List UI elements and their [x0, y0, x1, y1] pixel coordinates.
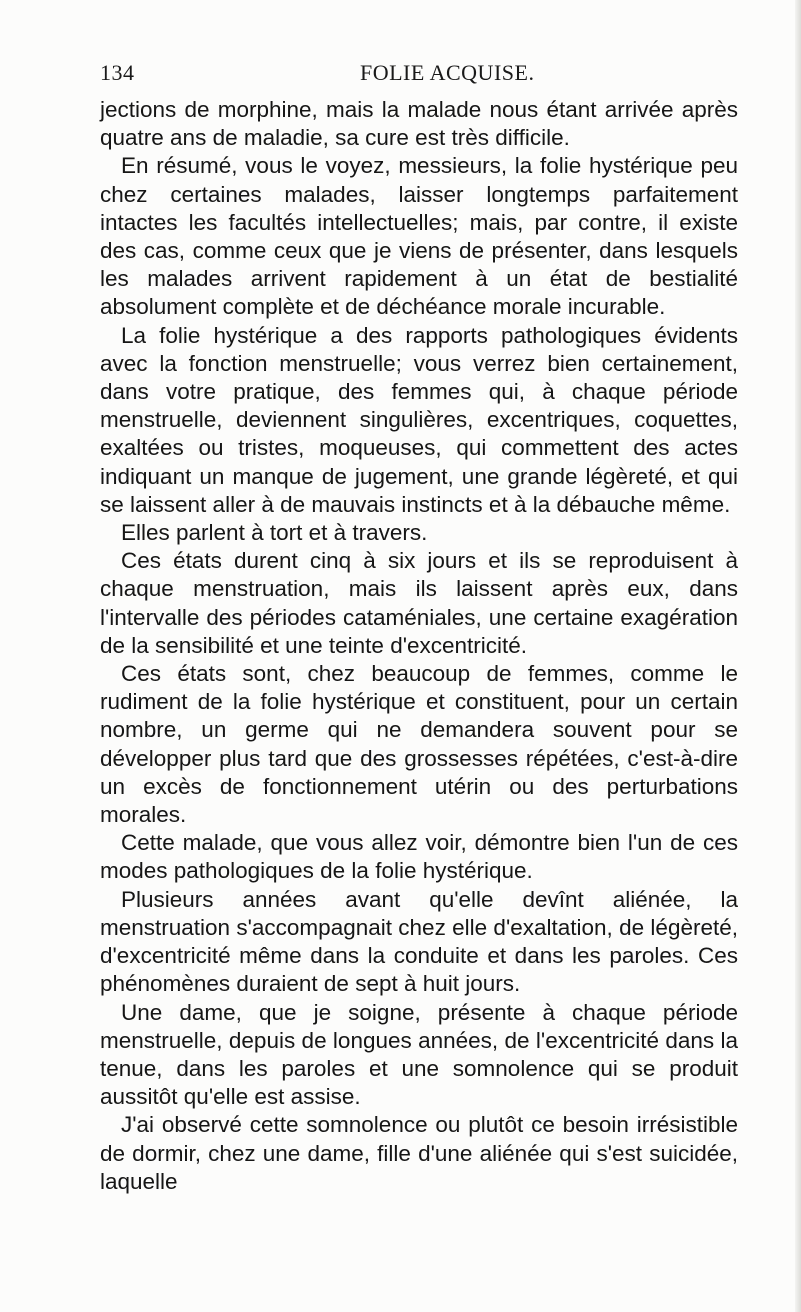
paragraph: Plusieurs années avant qu'elle devînt aliénée, la menstruation s'accompagnait chez elle d'exaltation, de légèreté, d'excentricité même dans la conduite et dans les paroles. Ces phénomènes duraient de sept à huit jours.	[100, 886, 738, 997]
page-number: 134	[100, 60, 135, 85]
paragraph: Ces états durent cinq à six jours et ils se reproduisent à chaque menstruation, mais ils laissent après eux, dans l'intervalle des périodes cataméniales, une certaine exagération de la sensibilité et une teinte d'excentricité.	[100, 548, 738, 658]
paragraph: Elles parlent à tort et à travers.	[121, 520, 428, 546]
running-title: FOLIE ACQUISE.	[360, 60, 535, 85]
paragraph: La folie hystérique a des rapports pathologiques évidents avec la fonction menstruelle; vous verrez bien certainement, dans votre pratique, des femmes qui, à chaque période menstruelle, deviennent singulières, excentriques, coquettes, exaltées ou tristes, moqueuses, qui commettent des actes indiquant un manque de jugement, une grande légèreté, et qui se laissent aller à de mauvais instincts et à la débauche même.	[100, 322, 738, 517]
paragraph: J'ai observé cette somnolence ou plutôt ce besoin irrésistible de dormir, chez une dame, fille d'une aliénée qui s'est suicidée, laquelle	[100, 1112, 738, 1194]
paragraph: Ces états sont, chez beaucoup de femmes, comme le rudiment de la folie hystérique et constituent, pour un certain nombre, un germe qui ne demandera souvent pour se développer plus tard que des grossesses répétées, c'est-à-dire un excès de fonctionnement utérin ou des perturbations morales.	[100, 661, 738, 828]
body-text	[100, 96, 738, 1196]
paragraph: En résumé, vous le voyez, messieurs, la folie hystérique peu chez certaines malades, laisser longtemps parfaitement intactes les facultés intellectuelles; mais, par contre, il existe des cas, comme ceux que je viens de présenter, dans lesquels les malades arrivent rapidement à un état de bestialité absolument complète et de déchéance morale incurable.	[100, 153, 738, 320]
page-edge-shadow	[795, 0, 801, 1312]
paragraph: jections de morphine, mais la malade nous étant arrivée après quatre ans de maladie, sa cure est très difficile.	[100, 97, 738, 151]
paragraph: Cette malade, que vous allez voir, démontre bien l'un de ces modes pathologiques de la folie hystérique.	[100, 830, 738, 884]
page-header	[100, 60, 740, 90]
paragraph: Une dame, que je soigne, présente à chaque période menstruelle, depuis de longues années, de l'excentricité dans la tenue, dans les paroles et une somnolence qui se produit aussitôt qu'elle est assise.	[100, 999, 738, 1110]
